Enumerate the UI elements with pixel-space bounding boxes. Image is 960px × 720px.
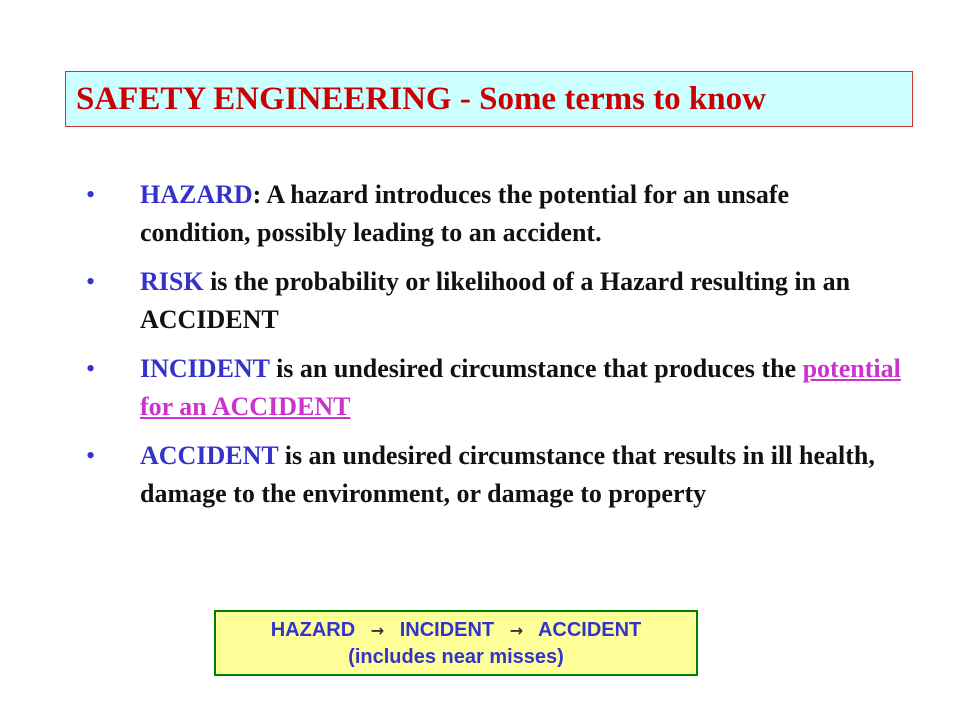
chain-step-incident: INCIDENT — [399, 619, 495, 641]
chain-step-accident: ACCIDENT — [537, 619, 642, 641]
chain-step-hazard: HAZARD — [270, 619, 356, 641]
potential-accident-link[interactable]: potential for an ACCIDENT — [140, 354, 901, 421]
definition-accident: is an undesired circumstance that results in ill health, damage to the environment, or damage to property — [140, 441, 875, 508]
definition-risk: is the probability or likelihood of a Hazard resulting in an ACCIDENT — [140, 267, 851, 334]
bullet-list — [86, 176, 906, 524]
arrow-right-icon: → — [509, 621, 524, 640]
term-hazard: HAZARD — [140, 180, 253, 209]
bullet-icon: • — [86, 354, 96, 383]
term-incident: INCIDENT — [140, 354, 270, 383]
arrow-right-icon: → — [370, 621, 385, 640]
hazard-chain-box — [214, 610, 698, 676]
chain-note: (includes near misses) — [348, 646, 564, 668]
list-item-hazard — [86, 176, 906, 252]
chain-line — [216, 617, 696, 644]
slide-title: SAFETY ENGINEERING - Some terms to know — [76, 81, 766, 117]
definition-hazard: : A hazard introduces the potential for an unsafe condition, possibly leading to an accident. — [140, 180, 790, 247]
bullet-icon: • — [86, 180, 96, 209]
definition-incident: is an undesired circumstance that produces the — [269, 354, 803, 383]
term-accident: ACCIDENT — [140, 441, 279, 470]
bullet-icon: • — [86, 267, 96, 296]
title-box — [65, 71, 913, 127]
list-item-accident — [86, 437, 906, 513]
list-item-incident — [86, 350, 906, 426]
term-risk: RISK — [140, 267, 204, 296]
list-item-risk — [86, 263, 906, 339]
bullet-icon: • — [86, 441, 96, 470]
